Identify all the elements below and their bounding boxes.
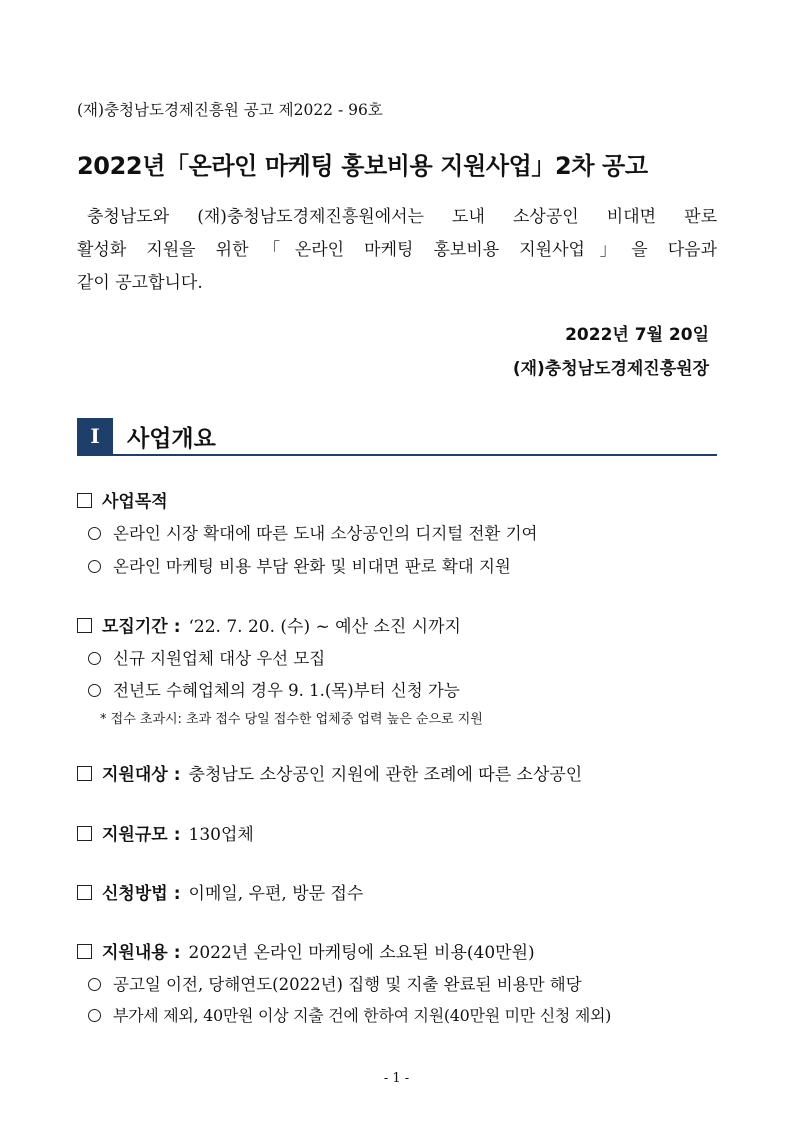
checkbox-square-icon [77, 944, 92, 959]
item-colon: : [173, 765, 181, 785]
item-value: 충청남도 소상공인 지원에 관한 조례에 따른 소상공인 [188, 765, 583, 785]
circle-bullet-icon [88, 527, 101, 540]
sub-item-text: 온라인 마케팅 비용 부담 완화 및 비대면 판로 확대 지원 [113, 557, 511, 576]
item-target [77, 760, 582, 785]
section-title: 사업개요 [127, 426, 216, 452]
issuing-organization: (재)충청남도경제진흥원장 [512, 359, 709, 379]
item-value: ‘22. 7. 20. (수) ~ 예산 소진 시까지 [188, 617, 461, 637]
item-scale [77, 820, 254, 845]
circle-bullet-icon [88, 1009, 101, 1022]
notice-number: (재)충청남도경제진흥원 공고 제2022 - 96호 [77, 101, 383, 119]
section-number: I [77, 418, 113, 454]
item-label: 신청방법 [102, 884, 168, 904]
footnote: * 접수 초과시: 초과 접수 당일 접수한 업체중 업력 높은 순으로 지원 [100, 712, 483, 727]
sub-item-text: 공고일 이전, 당해연도(2022년) 집행 및 지출 완료된 비용만 해당 [113, 975, 582, 994]
sub-item-text: 신규 지원업체 대상 우선 모집 [113, 649, 326, 668]
intro-line: 충청남도와 (재)충청남도경제진흥원에서는 도내 소상공인 비대면 판로 [87, 207, 717, 227]
item-label: 사업목적 [102, 492, 168, 512]
circle-bullet-icon [88, 560, 101, 573]
item-value: 이메일, 우편, 방문 접수 [188, 884, 364, 904]
item-content [77, 938, 535, 963]
checkbox-square-icon [77, 618, 92, 633]
item-colon: : [173, 825, 181, 845]
item-value: 2022년 온라인 마케팅에 소요된 비용(40만원) [188, 943, 535, 963]
item-colon: : [173, 617, 181, 637]
item-method [77, 879, 363, 904]
intro-line: 활성화 지원을 위한「온라인 마케팅 홍보비용 지원사업」을 다음과 [77, 240, 717, 260]
checkbox-square-icon [77, 826, 92, 841]
item-label: 지원대상 [102, 765, 168, 785]
item-label: 지원내용 [102, 943, 168, 963]
page-number: - 1 - [383, 1071, 410, 1086]
circle-bullet-icon [88, 978, 101, 991]
sub-item [88, 520, 538, 544]
sub-item [88, 677, 460, 701]
item-purpose [77, 487, 168, 512]
item-label: 지원규모 [102, 825, 168, 845]
section-header [77, 418, 717, 456]
sub-item-text: 부가세 제외, 40만원 이상 지출 건에 한하여 지원(40만원 미만 신청 제외) [113, 1006, 612, 1025]
intro-paragraph [77, 201, 717, 300]
notice-date: 2022년 7월 20일 [565, 325, 709, 345]
item-label: 모집기간 [102, 617, 168, 637]
sub-item [88, 553, 511, 577]
sub-item-text: 전년도 수혜업체의 경우 9. 1.(목)부터 신청 가능 [113, 681, 460, 700]
checkbox-square-icon [77, 766, 92, 781]
item-colon: : [173, 943, 181, 963]
circle-bullet-icon [88, 652, 101, 665]
item-period [77, 612, 461, 637]
item-colon: : [173, 884, 181, 904]
document-title: 2022년「온라인 마케팅 홍보비용 지원사업」2차 공고 [77, 152, 648, 180]
item-value: 130업체 [188, 825, 254, 845]
circle-bullet-icon [88, 684, 101, 697]
sub-item [88, 1003, 611, 1026]
sub-item [88, 971, 582, 995]
checkbox-square-icon [77, 493, 92, 508]
checkbox-square-icon [77, 885, 92, 900]
sub-item [88, 645, 325, 669]
intro-line: 같이 공고합니다. [77, 273, 203, 293]
sub-item-text: 온라인 시장 확대에 따른 도내 소상공인의 디지털 전환 기여 [113, 524, 538, 543]
